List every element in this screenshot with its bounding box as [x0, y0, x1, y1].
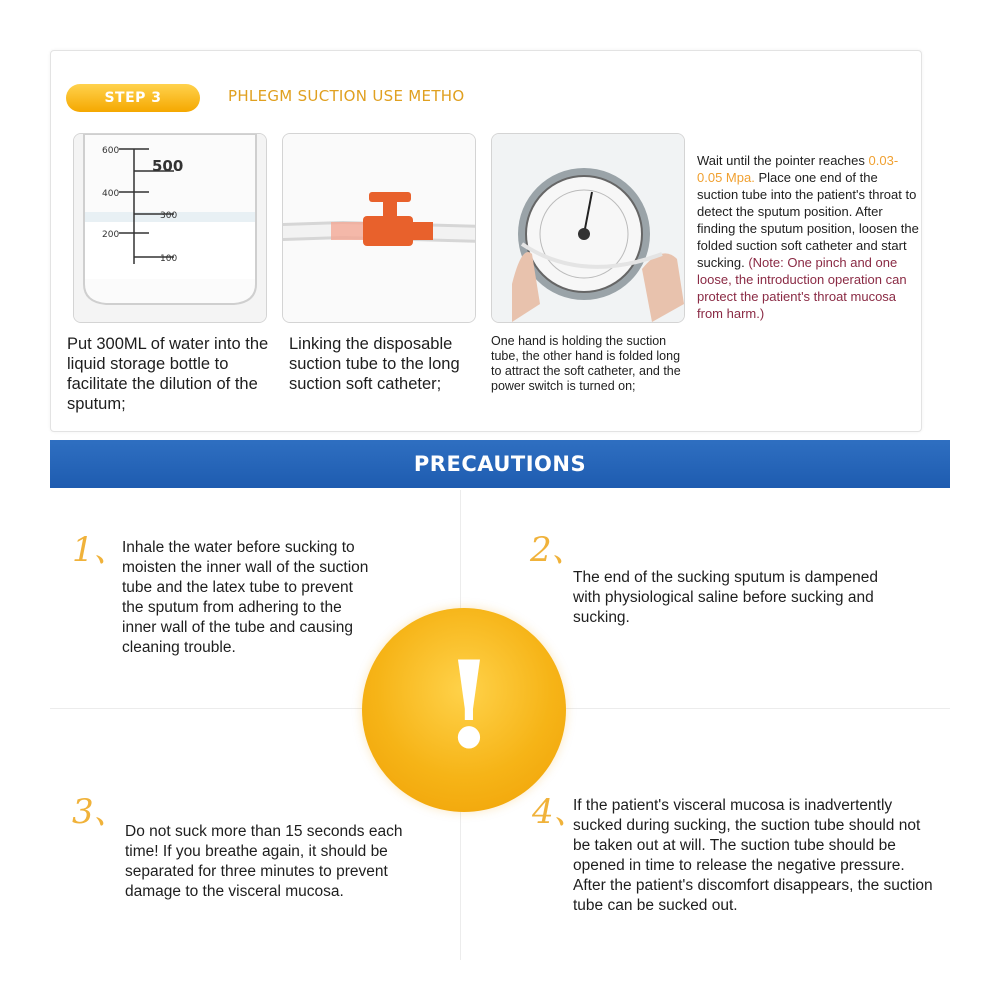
precaution-text-3: Do not suck more than 15 seconds each time! If you breathe again, it should be separated for three minutes to prevent damage to the visceral mucosa. — [125, 823, 403, 900]
gauge-photo — [491, 133, 685, 323]
bottle-photo — [73, 133, 267, 323]
pressure-highlight: 0.03-0.05 Mpa. — [697, 153, 899, 185]
precaution-number-4: 4、 — [532, 792, 588, 832]
tube-connector-illustration — [283, 134, 475, 322]
precaution-text-4: If the patient's visceral mucosa is inadvertently sucked during sucking, the suction tube should not be taken out at will. The suction tube should be opened in time to release the negative pressure. After the patient's discomfort disappears, the suction tube can be sucked out. — [573, 797, 933, 914]
step-title: PHLEGM SUCTION USE METHO — [228, 87, 465, 105]
step4-body: Place one end of the suction tube into the patient's throat to detect the sputum position. After finding the sputum position, loosen the folded suction soft catheter and start sucking. — [697, 170, 919, 270]
step4-note: (Note: One pinch and one loose, the introduction operation can protect the patient's throat mucosa from harm.) — [697, 255, 907, 321]
precaution-number-2: 2、 — [530, 530, 586, 570]
precaution-number-1: 1、 — [72, 530, 128, 570]
bottle-mark-100: 100 — [160, 254, 178, 264]
precaution-text-2: The end of the sucking sputum is dampened with physiological saline before sucking and sucking. — [573, 569, 879, 626]
precaution-text-1: Inhale the water before sucking to moisten the inner wall of the suction tube and the latex tube to prevent the sputum from adhering to the inner wall of the tube and causing cleaning trouble. — [122, 539, 369, 656]
bottle-mark-400: 400 — [102, 189, 120, 199]
precautions-banner: PRECAUTIONS — [50, 440, 950, 488]
bottle-mark-600: 600 — [102, 146, 120, 156]
step4-intro: Wait until the pointer reaches — [697, 153, 865, 168]
precaution-number-3: 3、 — [72, 792, 128, 832]
step-badge: STEP 3 — [66, 84, 200, 112]
tube-connector-photo — [282, 133, 476, 323]
bottle-mark-200: 200 — [102, 230, 120, 240]
step-caption-2: Linking the disposable suction tube to the long suction soft catheter; — [289, 335, 460, 393]
gauge-illustration — [492, 134, 684, 322]
exclamation-icon: ! — [442, 634, 496, 776]
step-caption-3: One hand is holding the suction tube, the other hand is folded long to attract the soft catheter, and the power switch is turned on; — [491, 334, 681, 393]
bottle-mark-500: 500 — [152, 157, 184, 175]
step-caption-1: Put 300ML of water into the liquid storage bottle to facilitate the dilution of the sputum; — [67, 335, 269, 413]
bottle-mark-300: 300 — [160, 211, 178, 221]
step-caption-4 — [697, 152, 922, 322]
bottle-illustration — [74, 134, 266, 322]
